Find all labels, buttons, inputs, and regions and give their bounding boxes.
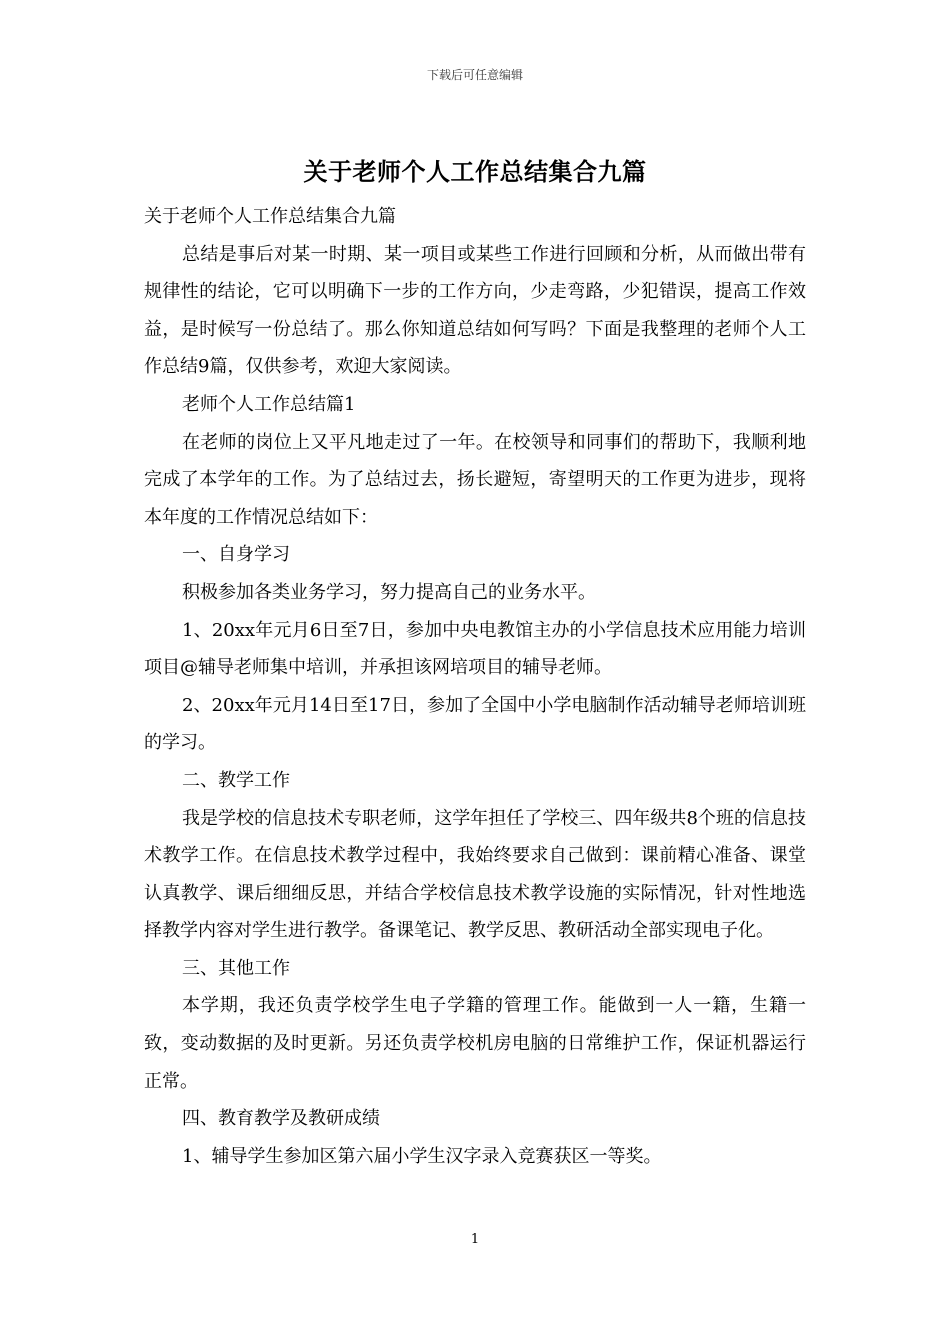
paragraph: 在老师的岗位上又平凡地走过了一年。在校领导和同事们的帮助下，我顺利地完成了本学年的工作。为了总结过去，扬长避短，寄望明天的工作更为进步，现将本年度的工作情况总结如下： bbox=[144, 431, 806, 528]
paragraph: 我是学校的信息技术专职老师，这学年担任了学校三、四年级共8个班的信息技术教学工作。在信息技术教学过程中，我始终要求自己做到：课前精心准备、课堂认真教学、课后细细反思，并结合学校信息技术教学设施的实际情况，针对性地选择教学内容对学生进行教学。备课笔记、教学反思、教研活动全部实现电子化。 bbox=[144, 807, 806, 942]
paragraph: 积极参加各类业务学习，努力提高自己的业务水平。 bbox=[182, 581, 596, 603]
section-heading: 老师个人工作总结篇1 bbox=[182, 393, 356, 415]
document-body bbox=[144, 198, 806, 1175]
paragraph: 本学期，我还负责学校学生电子学籍的管理工作。能做到一人一籍，生籍一致，变动数据的及时更新。另还负责学校机房电脑的日常维护工作，保证机器运行正常。 bbox=[144, 995, 806, 1092]
paragraph: 2、20xx年元月14日至17日，参加了全国中小学电脑制作活动辅导老师培训班的学习。 bbox=[144, 694, 806, 754]
paragraph: 1、20xx年元月6日至7日，参加中央电教馆主办的小学信息技术应用能力培训项目@辅导老师集中培训，并承担该网培项目的辅导老师。 bbox=[144, 619, 806, 679]
section-heading: 一、自身学习 bbox=[182, 544, 290, 566]
paragraph: 关于老师个人工作总结集合九篇 bbox=[144, 206, 396, 227]
document-title: 关于老师个人工作总结集合九篇 bbox=[303, 157, 647, 186]
section-heading: 四、教育教学及教研成绩 bbox=[182, 1108, 380, 1130]
section-heading: 三、其他工作 bbox=[182, 957, 290, 979]
paragraph: 总结是事后对某一时期、某一项目或某些工作进行回顾和分析，从而做出带有规律性的结论，它可以明确下一步的工作方向，少走弯路，少犯错误，提高工作效益，是时候写一份总结了。那么你知道总结如何写吗？下面是我整理的老师个人工作总结9篇，仅供参考，欢迎大家阅读。 bbox=[144, 243, 806, 378]
paragraph: 1、辅导学生参加区第六届小学生汉字录入竞赛获区一等奖。 bbox=[182, 1145, 662, 1167]
section-heading: 二、教学工作 bbox=[182, 769, 290, 791]
header-note: 下载后可任意编辑 bbox=[426, 68, 523, 82]
page-number: 1 bbox=[470, 1232, 480, 1247]
